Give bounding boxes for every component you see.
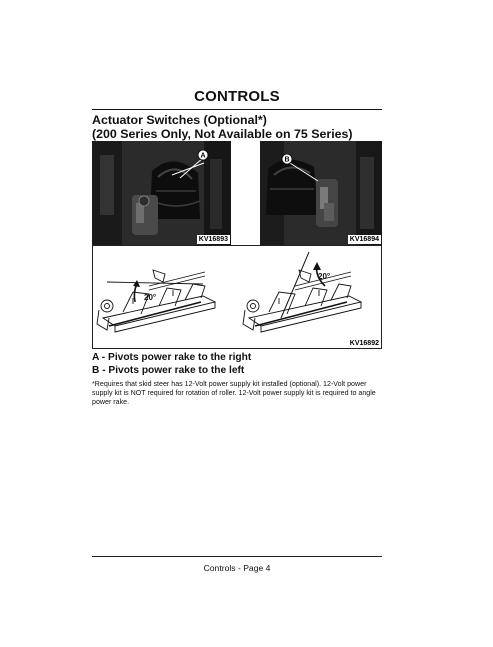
section-heading-line-1: Actuator Switches (Optional*): [92, 113, 267, 127]
left-angle-label: 20°: [144, 293, 157, 302]
right-angle-arrow: [313, 262, 321, 270]
angle-diagram: [92, 245, 382, 349]
section-heading-line-2: (200 Series Only, Not Available on 75 Series): [92, 127, 353, 141]
right-rake-drawing: [243, 270, 361, 332]
photo-switch-b: [260, 141, 382, 245]
page-title: CONTROLS: [194, 88, 280, 105]
diagram-label: KV16892: [349, 340, 379, 347]
left-angle-arrow: [133, 280, 140, 287]
right-angle-label: 20°: [318, 272, 331, 281]
section-heading: [92, 113, 392, 141]
legend-item-b: B - Pivots power rake to the left: [92, 365, 245, 376]
title-divider: [92, 109, 382, 110]
legend-item-a: A - Pivots power rake to the right: [92, 352, 252, 363]
legend: [92, 351, 392, 377]
callout-a-letter: A: [200, 152, 206, 160]
callout-b-letter: B: [284, 156, 290, 164]
photo-label-a: KV16893: [198, 236, 228, 243]
photo-label-b: KV16894: [349, 236, 379, 243]
left-angle-arc: [134, 284, 137, 302]
footnote: *Requires that skid steer has 12-Volt power supply kit installed (optional). 12-Volt power supply kit is NOT required for rotation of roller. 12-Volt power supply kit is required to angle power rake.: [92, 380, 376, 407]
photo-switch-a: [92, 141, 231, 245]
footer-divider: [92, 556, 382, 557]
page-footer: Controls - Page 4: [203, 563, 271, 573]
